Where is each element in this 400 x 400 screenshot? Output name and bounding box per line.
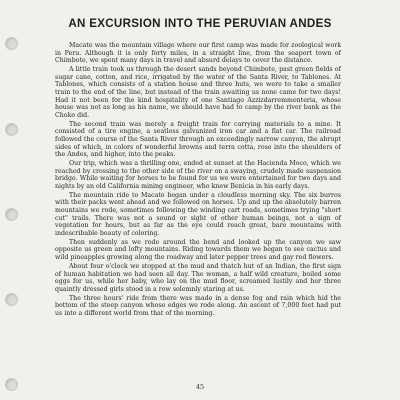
paragraph: A little train took us through the desert sands beyond Chimbote, past green fields of sugar cane, cotton, and rice, irrigated by the water of the Santa River, to Tablones. At Tablones, which consists of a station house and three huts, we were to take a smaller train to the end of the line, but instead of the train awaiting us none came for two days! Had it not been for the kind hospitality of one Santiago Azzizdarremmenteria, whose house was not as long as his name, we should have had to camp by the river bank as the Choko did. (55, 66, 341, 119)
paragraph: The three hours' ride from there was made in a dense fog and rain which hid the bottom of the steep canyon whose edges we rode along. An ascent of 7,000 feet had put us into a different world from that of the morning. (55, 294, 341, 317)
page-number: 45 (195, 383, 205, 391)
paragraph: About four o'clock we stopped at the mud and thatch hut of an Indian, the first sign of human habitation we had seen all day. The woman, a half wild creature, boiled some eggs for us, while her baby, who lay on the mud floor, screamed lustily and her three quaintly dressed girls stood in a row solemnly staring at us. (55, 262, 341, 293)
paragraph: The second train was merely a freight train for carrying materials to a mine. It consisted of a tire engine, a seatless galvanized iron car and a flat car. The railroad followed the course of the Santa River through an exceedingly narrow canyon, the abrupt sides of which, in colors of wonderful browns and terra cotta, rose into the shoulders of the Andes, and higher, into the peaks. (55, 120, 341, 159)
page-title: AN EXCURSION INTO THE PERUVIAN ANDES (68, 17, 332, 30)
binder-hole (5, 208, 18, 221)
paragraph: Our trip, which was a thrilling one, ended at sunset at the Hacienda Moco, which we reached by crossing to the other side of the river on a swaying, crudely made suspension bridge. While waiting for horses to be found for us we were entertained for two days and nights by an old California mining engineer, who knew Benicia in his early days. (55, 160, 341, 190)
article-body (55, 42, 341, 319)
binder-hole (5, 293, 18, 306)
paragraph: The mountain ride to Macate began under a cloudless morning sky. The six burros with their packs went ahead and we followed on horses. Up and up the absolutely barren mountains we rode, sometimes following the winding cart roads, sometimes trying "short cut" trails. There was not a sound or sight of other human beings, not a sign of vegetation for hours, but as far as the eye could reach great, bare mountains with indescribable beauty of coloring. (55, 191, 341, 237)
paragraph: Macate was the mountain village where our first camp was made for zoological work in Peru. Although it is only forty miles, in a straight line, from the seaport town of Chimbote, we spent many days in travel and absurd delays to cover the distance. (55, 42, 341, 65)
paragraph: Then suddenly as we rode around the bend and looked up the canyon we saw opposite us green and lofty mountains. Riding towards them we began to see cactus and wild pineapples growing along the roadway and later pepper trees and gay red flowers. (55, 238, 341, 261)
binder-hole (5, 123, 18, 136)
binder-hole (5, 37, 18, 50)
